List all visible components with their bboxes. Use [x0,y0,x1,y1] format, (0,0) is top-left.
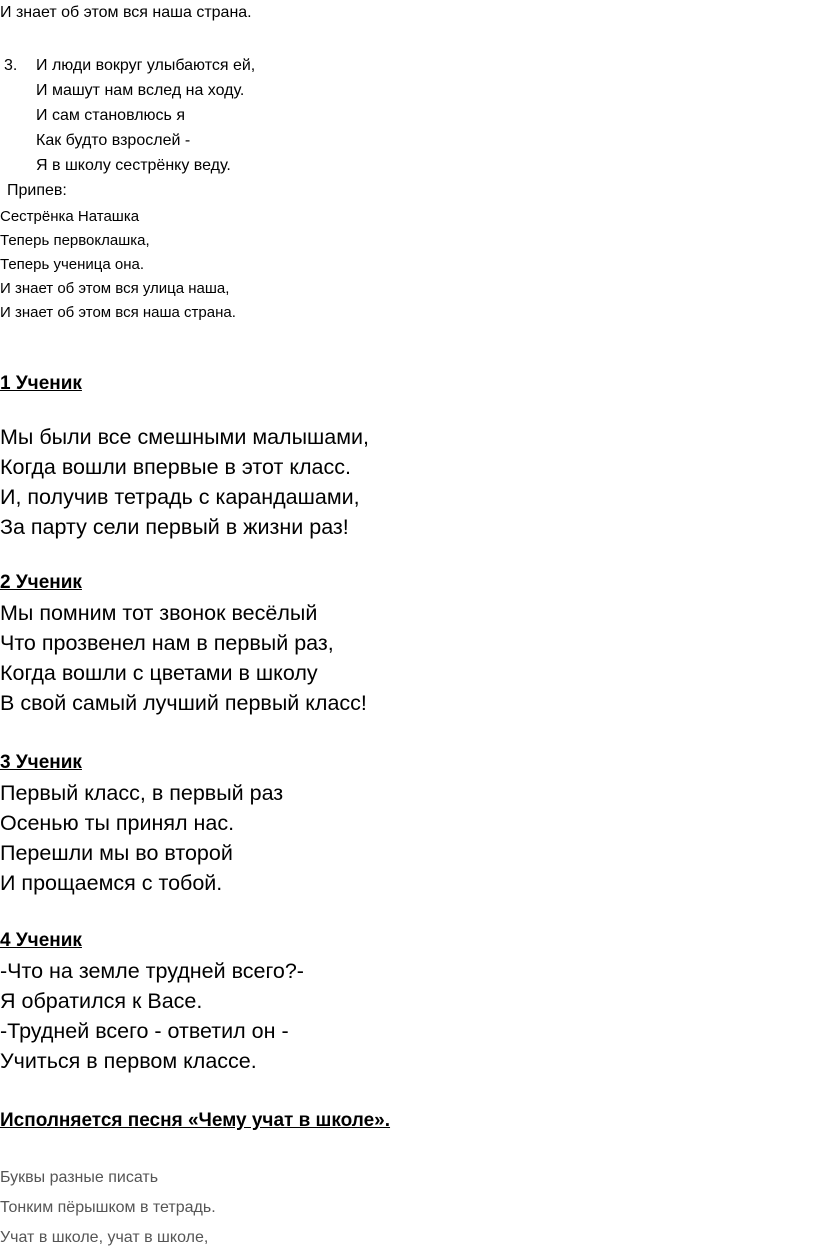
section-heading: 1 Ученик [0,373,82,394]
poem-line: Мы были все смешными малышами, [0,425,370,449]
verse-line: И машут нам вслед на ходу. [36,82,245,99]
poem-line: Что прозвенел нам в первый раз, [0,631,334,655]
song-line: Буквы разные писать [0,1169,159,1186]
poem-line: Учиться в первом классе. [0,1049,257,1073]
section-heading: 3 Ученик [0,752,82,773]
chorus-line: Теперь первоклашка, [0,232,150,249]
poem-line: Мы помним тот звонок весёлый [0,601,318,625]
song-line: Тонким пёрышком в тетрадь. [0,1199,216,1216]
poem-line: Когда вошли с цветами в школу [0,661,318,685]
poem-line: Когда вошли впервые в этот класс. [0,455,351,479]
chorus-line: И знает об этом вся улица наша, [0,280,230,297]
verse-line: Как будто взрослей - [36,132,191,149]
poem-line: За парту сели первый в жизни раз! [0,515,349,539]
poem-line: Я обратился к Васе. [0,989,203,1013]
section-heading: 4 Ученик [0,930,82,951]
poem-line: Осенью ты принял нас. [0,811,235,835]
poem-line: Первый класс, в первый раз [0,781,284,805]
poem-line: И, получив тетрадь с карандашами, [0,485,360,509]
chorus-label: Припев: [7,182,67,199]
song-line: Учат в школе, учат в школе, [0,1229,209,1246]
chorus-line: И знает об этом вся наша страна. [0,304,236,321]
chorus-line: Сестрёнка Наташка [0,208,140,225]
poem-line: В свой самый лучший первый класс! [0,691,367,715]
chorus-line: Теперь ученица она. [0,256,145,273]
verse-number: 3. [4,57,18,74]
verse-line: Я в школу сестрёнку веду. [36,157,231,174]
section-heading: 2 Ученик [0,572,82,593]
poem-line: Перешли мы во второй [0,841,233,865]
poem-line: -Трудней всего - ответил он - [0,1019,289,1043]
poem-line: -Что на земле трудней всего?- [0,959,304,983]
song-heading: Исполняется песня «Чему учат в школе». [0,1110,391,1131]
top-line: И знает об этом вся наша страна. [0,4,252,21]
verse-line: И сам становлюсь я [36,107,185,124]
poem-line: И прощаемся с тобой. [0,871,223,895]
verse-line: И люди вокруг улыбаются ей, [36,57,256,74]
